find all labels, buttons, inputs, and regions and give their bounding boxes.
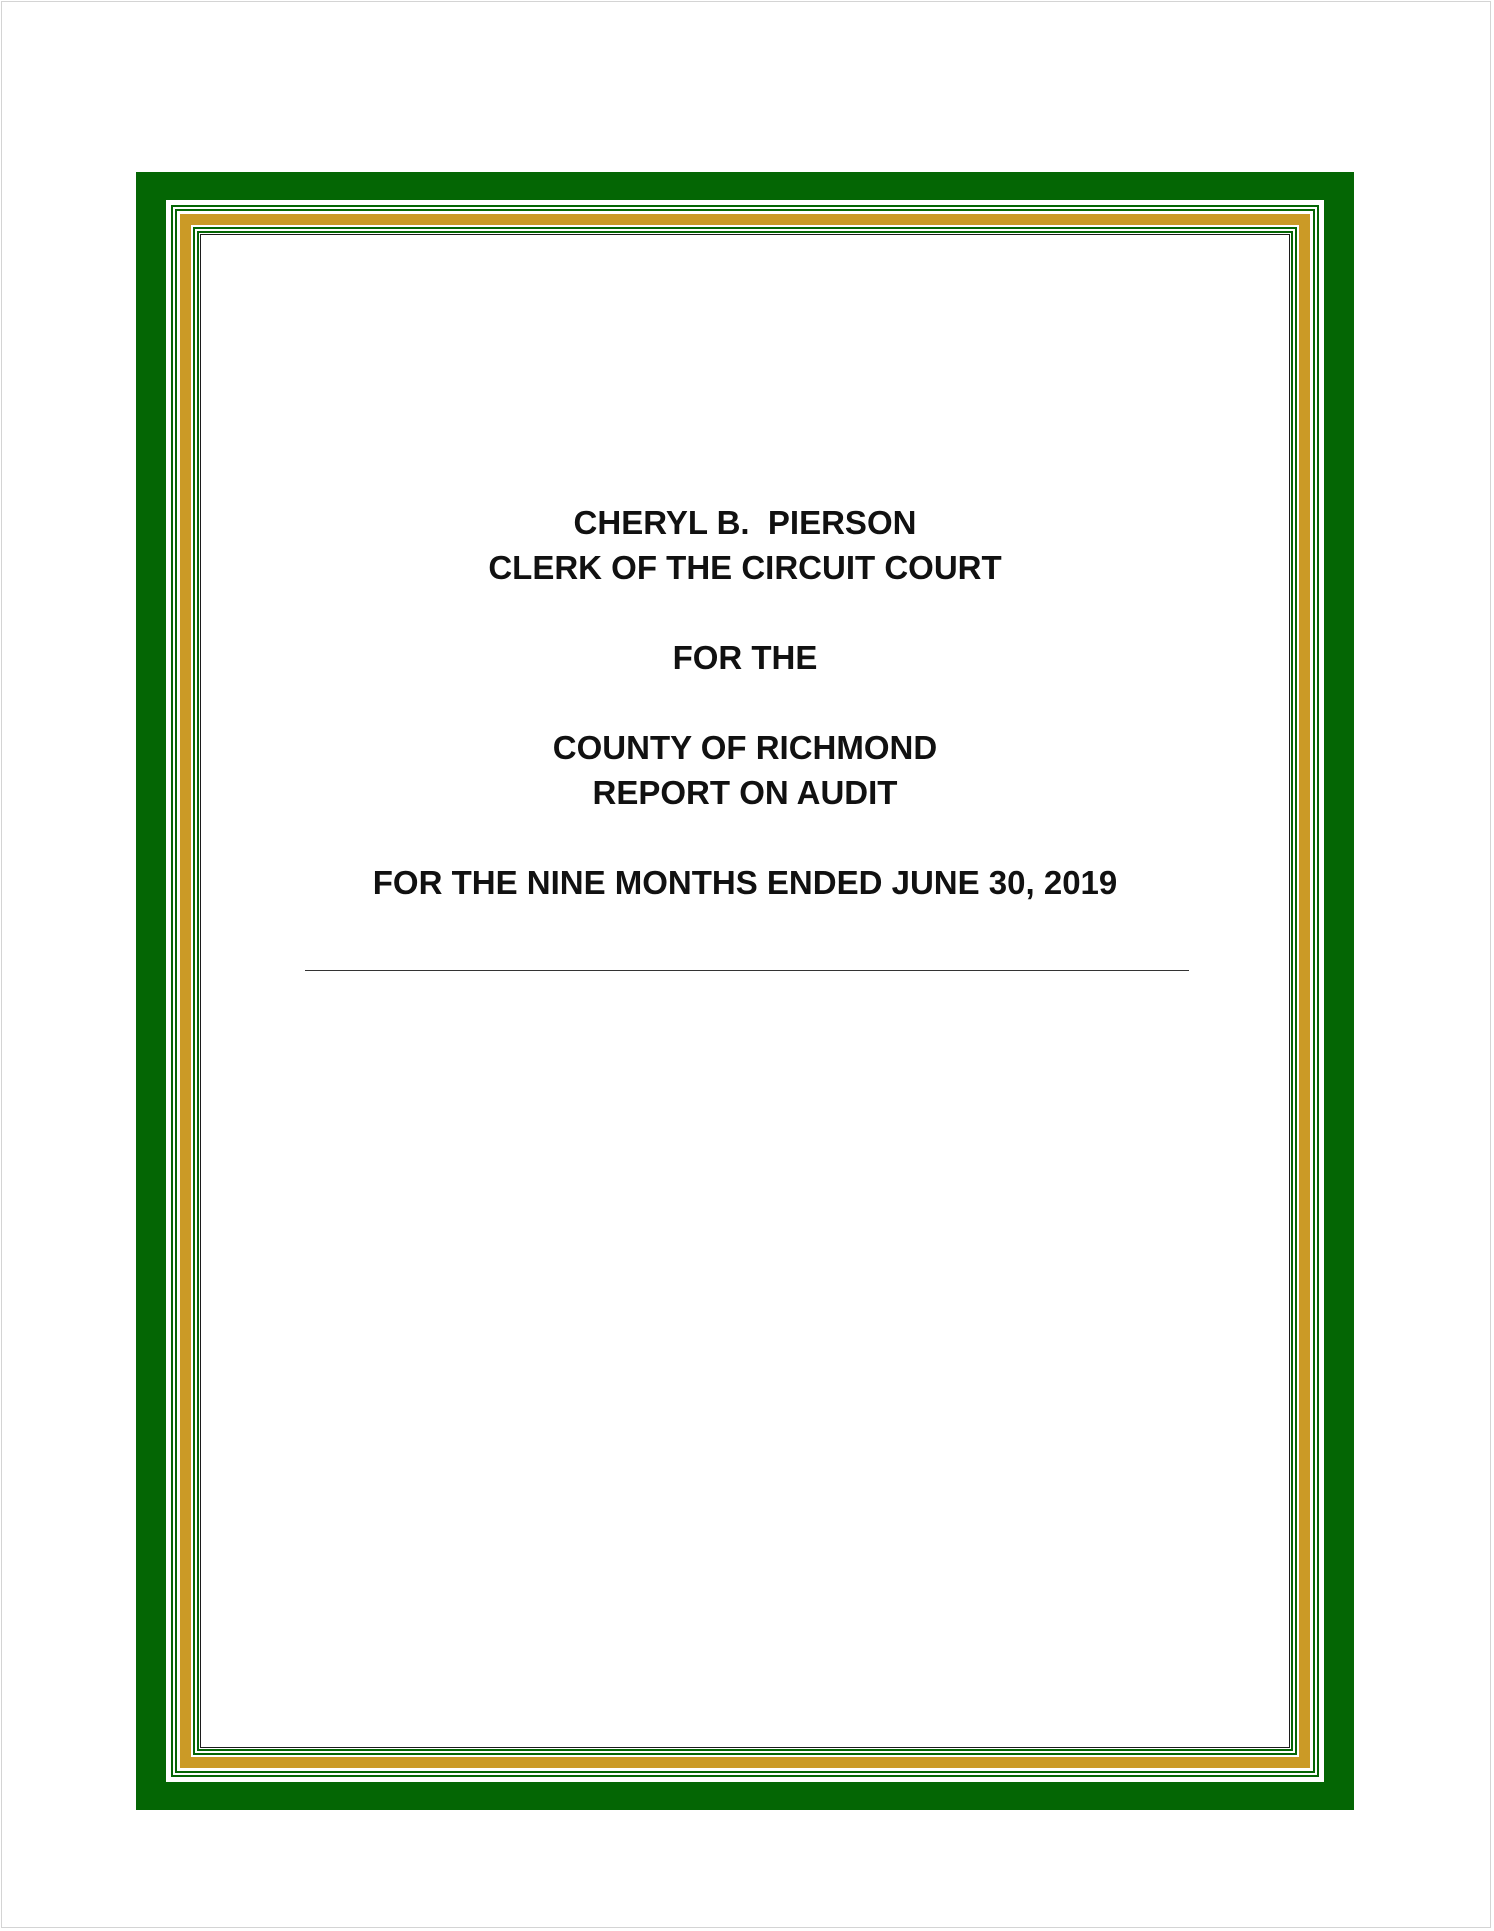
report-period: FOR THE NINE MONTHS ENDED JUNE 30, 2019 — [372, 864, 1118, 901]
divider-rule — [305, 970, 1189, 971]
inner-page-area — [200, 234, 1290, 1748]
cover-title-block — [200, 500, 1290, 905]
clerk-office: CLERK OF THE CIRCUIT COURT — [488, 549, 1002, 586]
report-title: REPORT ON AUDIT — [592, 774, 898, 811]
for-the-label: FOR THE — [672, 639, 818, 676]
clerk-name: CHERYL B. PIERSON — [573, 504, 917, 541]
county-name: COUNTY OF RICHMOND — [552, 729, 938, 766]
